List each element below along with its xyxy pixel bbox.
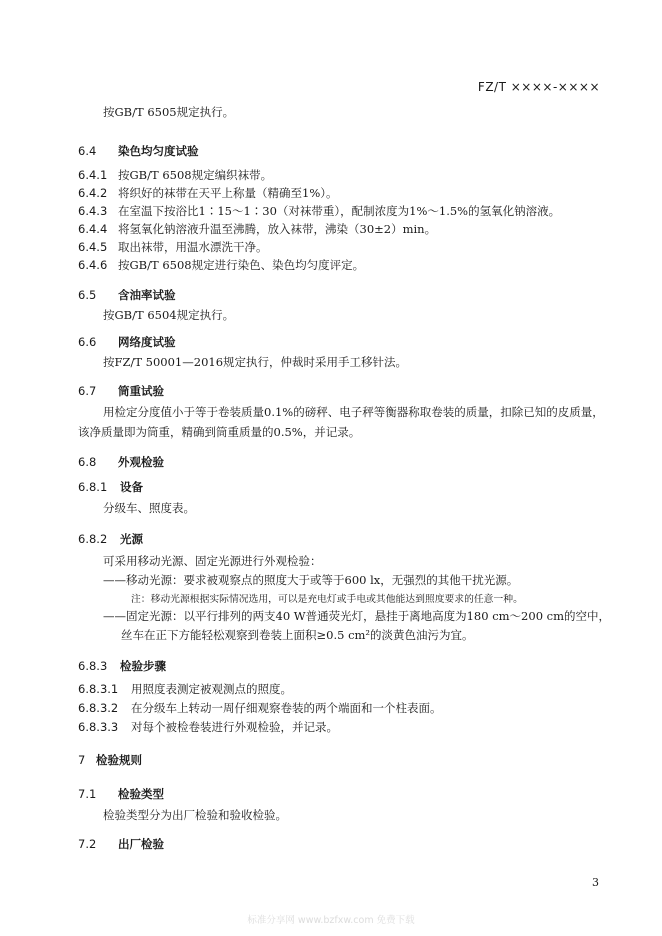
clause-text: 对每个被检卷装进行外观检验，并记录。 [131, 720, 338, 734]
clause-number: 6.8.3.3 [78, 720, 119, 734]
section-title: 检验类型 [118, 787, 164, 801]
paragraph: 按FZ/T 50001—2016规定执行，仲裁时采用手工移针法。 [103, 355, 408, 369]
chapter-heading [78, 749, 142, 768]
clause-number: 6.8.3.1 [78, 682, 119, 696]
clause [78, 182, 338, 201]
clause-number: 6.4.1 [78, 168, 108, 182]
section-number: 6.7 [78, 384, 97, 398]
clause [78, 254, 364, 273]
clause-number: 6.8.3.2 [78, 701, 119, 715]
standard-code-header: FZ/T ××××-×××× [477, 80, 600, 94]
page-number: 3 [592, 876, 599, 889]
section-heading [78, 783, 164, 802]
section-number: 6.4 [78, 144, 97, 158]
note: 注：移动光源根据实际情况选用，可以是充电灯或手电或其他能达到照度要求的任意一种。 [131, 594, 523, 605]
section-title: 网络度试验 [118, 335, 176, 349]
chapter-number: 7 [78, 753, 86, 767]
paragraph: 可采用移动光源、固定光源进行外观检验： [103, 554, 322, 568]
subsection-heading [78, 476, 143, 495]
section-heading [78, 451, 164, 470]
paragraph: 按GB/T 6504规定执行。 [103, 308, 235, 322]
paragraph: 检验类型分为出厂检验和验收检验。 [103, 808, 287, 822]
chapter-title: 检验规则 [96, 753, 142, 767]
clause [78, 164, 272, 183]
section-number: 6.8 [78, 455, 97, 469]
footer-watermark: 标准分享网 www.bzfxw.com 免费下载 [247, 915, 415, 926]
dash-list-item: ——移动光源：要求被观察点的照度大于或等于600 lx，无强烈的其他干扰光源。 [103, 573, 519, 587]
section-title: 筒重试验 [118, 384, 164, 398]
clause-number: 6.4.5 [78, 240, 108, 254]
section-heading [78, 331, 176, 350]
clause-text: 将织好的袜带在天平上称量（精确至1%）。 [118, 186, 338, 200]
clause [78, 236, 268, 255]
clause [78, 697, 442, 716]
dash-list-item: ——固定光源：以平行排列的两支40 W普通荧光灯，悬挂于离地高度为180 cm～200 cm的空中， [103, 609, 611, 623]
clause-number: 6.4.3 [78, 204, 108, 218]
clause-text: 按GB/T 6508规定进行染色、染色均匀度评定。 [118, 258, 365, 272]
clause-number: 6.4.2 [78, 186, 108, 200]
paragraph: 用检定分度值小于等于卷装质量0.1%的磅秤、电子秤等衡器称取卷装的质量，扣除已知的皮质量， [103, 405, 604, 419]
clause [78, 200, 560, 219]
clause-text: 在室温下按浴比1∶15～1∶30（对袜带重），配制浓度为1%～1.5%的氢氧化钠溶液。 [118, 204, 561, 218]
section-number: 6.6 [78, 335, 97, 349]
clause-text: 按GB/T 6508规定编织袜带。 [118, 168, 273, 182]
paragraph: 分级车、照度表。 [103, 501, 195, 515]
section-title: 染色均匀度试验 [118, 144, 199, 158]
paragraph-continuation: 该净质量即为筒重，精确到筒重质量的0.5%，并记录。 [78, 425, 361, 439]
subsection-heading [78, 655, 166, 674]
section-heading [78, 284, 176, 303]
subsection-title: 检验步骤 [120, 659, 166, 673]
section-title: 出厂检验 [118, 837, 164, 851]
paragraph: 按GB/T 6505规定执行。 [103, 105, 235, 119]
subsection-number: 6.8.3 [78, 659, 108, 673]
dash-list-item-continuation: 丝车在正下方能轻松观察到卷装上面积≥0.5 cm²的淡黄色油污为宜。 [121, 628, 474, 642]
section-title: 含油率试验 [118, 288, 176, 302]
clause-number: 6.4.6 [78, 258, 108, 272]
clause-number: 6.4.4 [78, 222, 108, 236]
subsection-title: 光源 [120, 532, 143, 546]
section-number: 7.1 [78, 787, 97, 801]
subsection-title: 设备 [120, 480, 143, 494]
clause-text: 将氢氧化钠溶液升温至沸腾，放入袜带，沸染（30±2）min。 [118, 222, 437, 236]
section-heading [78, 833, 164, 852]
section-heading [78, 380, 164, 399]
subsection-number: 6.8.2 [78, 532, 108, 546]
subsection-heading [78, 528, 143, 547]
section-heading [78, 140, 199, 159]
clause-text: 取出袜带，用温水漂洗干净。 [118, 240, 268, 254]
clause [78, 218, 436, 237]
section-title: 外观检验 [118, 455, 164, 469]
clause [78, 716, 338, 735]
subsection-number: 6.8.1 [78, 480, 108, 494]
clause [78, 678, 292, 697]
clause-text: 在分级车上转动一周仔细观察卷装的两个端面和一个柱表面。 [131, 701, 442, 715]
clause-text: 用照度表测定被观测点的照度。 [131, 682, 292, 696]
section-number: 6.5 [78, 288, 97, 302]
section-number: 7.2 [78, 837, 97, 851]
